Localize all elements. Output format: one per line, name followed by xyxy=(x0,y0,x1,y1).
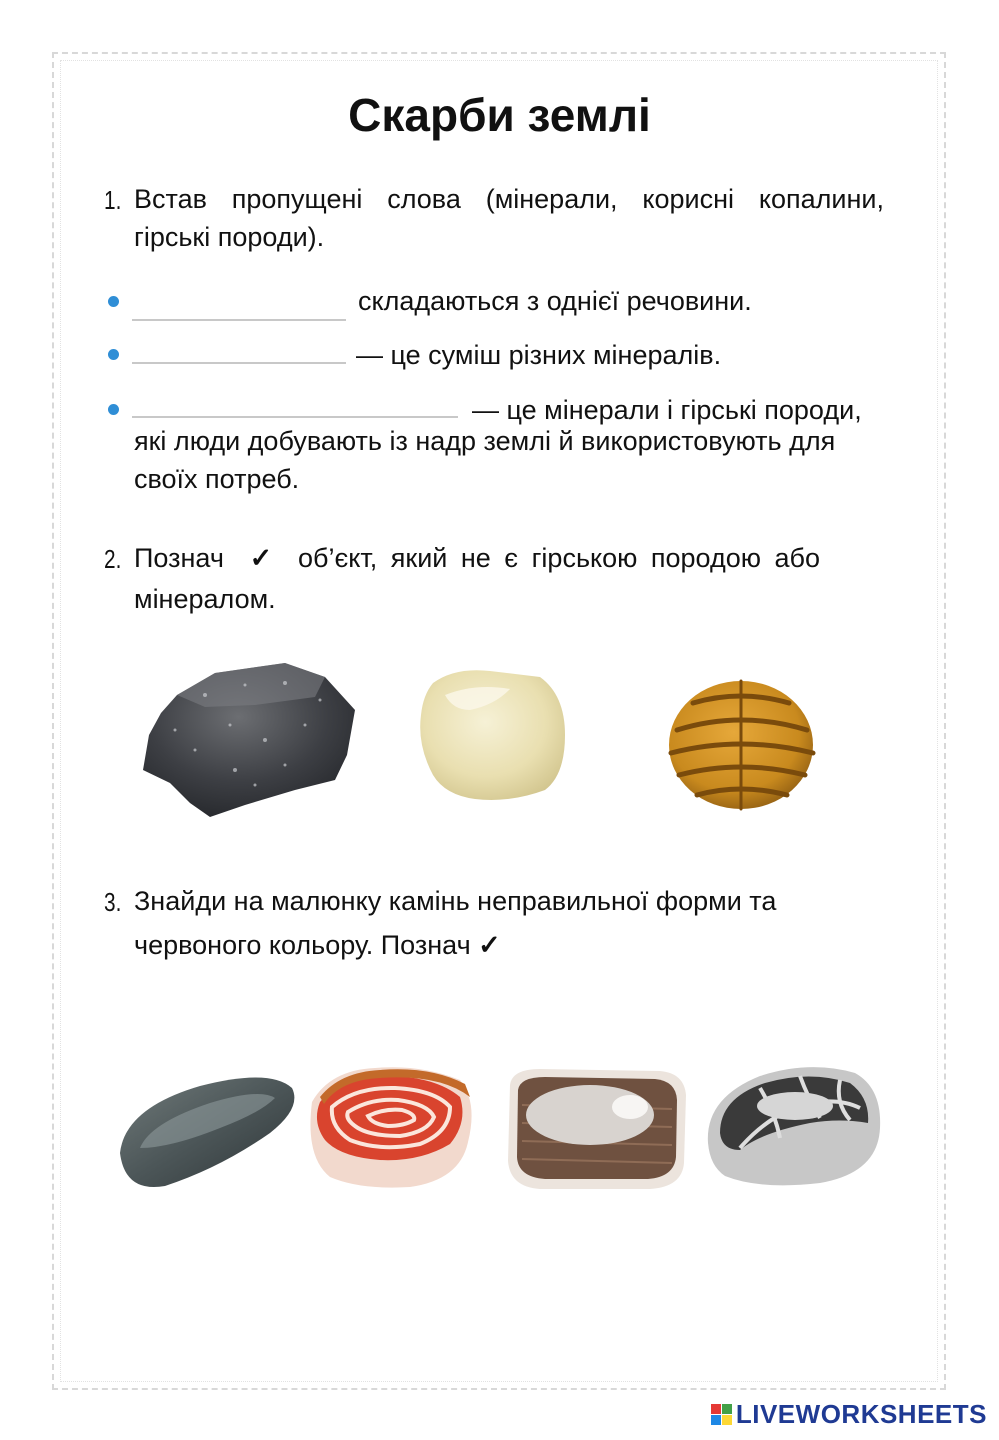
bullet-2 xyxy=(108,349,119,360)
task2-prompt-line2: мінералом. xyxy=(134,584,276,614)
answer-blank-1[interactable] xyxy=(132,319,346,321)
dark-granite-rock-image[interactable] xyxy=(135,655,360,825)
task2-prompt-line1 xyxy=(134,539,820,577)
bullet-1 xyxy=(108,296,119,307)
walnut-image[interactable] xyxy=(665,675,820,813)
check-icon: ✓ xyxy=(249,543,273,573)
task2-number: 2. xyxy=(104,544,122,574)
task3-prompt-line2 xyxy=(134,926,501,964)
task1-prompt-line1: Встав пропущені слова (мінерали, корисні копалини, xyxy=(134,184,884,214)
task2-prompt-rest: об’єкт, який не є гірською породою або xyxy=(298,543,820,573)
logo-text: LIVEWORKSHEETS xyxy=(735,1398,987,1429)
task2-prompt-word: Познач xyxy=(134,543,224,573)
task1-number: 1. xyxy=(104,185,122,215)
answer-blank-2[interactable] xyxy=(132,362,346,364)
check-icon: ✓ xyxy=(478,930,501,960)
task1-item2-text: — це суміш різних мінералів. xyxy=(356,340,722,370)
liveworksheets-logo[interactable] xyxy=(711,1400,987,1428)
logo-squares-icon xyxy=(711,1404,732,1425)
brown-striped-stone-image[interactable] xyxy=(500,1065,690,1193)
bullet-3 xyxy=(108,404,119,415)
task1-item3-line3: своїх потреб. xyxy=(134,464,300,494)
answer-blank-3[interactable] xyxy=(132,416,458,418)
pale-yellow-mineral-image[interactable] xyxy=(415,665,570,805)
task3-number: 3. xyxy=(104,887,122,917)
task3-prompt-text: червоного кольору. Познач xyxy=(134,930,471,960)
grey-flat-pebble-image[interactable] xyxy=(110,1068,300,1193)
task3-prompt-line1: Знайди на малюнку камінь неправильної форми та xyxy=(134,886,777,916)
grey-white-veined-pebble-image[interactable] xyxy=(700,1058,885,1190)
task1-item1-text: складаються з однієї речовини. xyxy=(358,286,752,316)
task1-item3-line1: — це мінерали і гірські породи, xyxy=(472,395,862,425)
task1-prompt-line2: гірські породи). xyxy=(134,222,325,252)
red-agate-stone-image[interactable] xyxy=(300,1062,480,1192)
task1-item3-line2: які люди добувають із надр землі й використовують для xyxy=(134,426,836,456)
page-title: Скарби землі xyxy=(348,89,651,141)
